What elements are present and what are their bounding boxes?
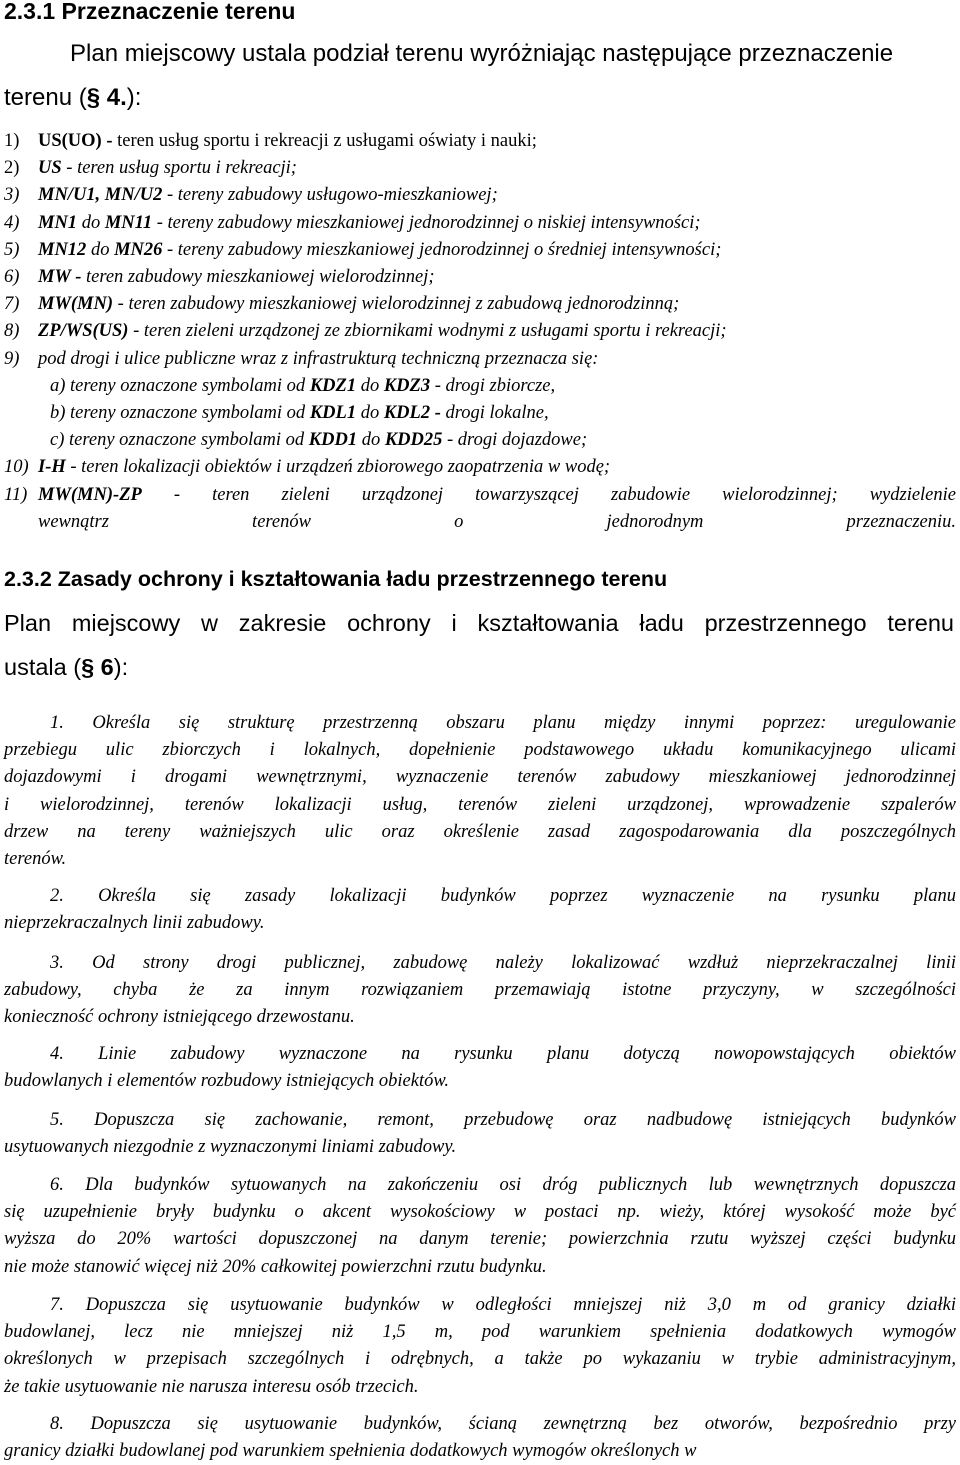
designation-list	[4, 128, 956, 536]
list-number: 7)	[4, 294, 20, 315]
list-item	[4, 482, 956, 536]
section2-intro-line1: Plan miejscowy w zakresie ochrony i kształtowania ładu przestrzennego terenu	[4, 610, 954, 636]
zone-code: MN11	[104, 212, 153, 233]
list-item	[4, 128, 956, 155]
sublist-text: b) tereny oznaczone symbolami od	[50, 403, 310, 424]
list-item	[4, 210, 956, 237]
paragraph-line: 7. Dopuszcza się usytuowanie budynków w odległości mniejszej niż 3,0 m od granicy działki	[50, 1295, 956, 1315]
zone-code: MW(MN)-ZP	[38, 484, 142, 505]
sublist-item	[4, 400, 956, 427]
sublist-text: do	[357, 430, 385, 451]
list-item	[4, 182, 956, 209]
sublist-text: do	[356, 375, 384, 396]
section2-intro-line2	[4, 654, 128, 681]
zone-code: US(UO) -	[38, 131, 113, 151]
list-text: do	[86, 239, 115, 260]
section1-intro-line2	[4, 84, 141, 112]
list-number: 10)	[4, 457, 29, 478]
paragraph-ref: 4.	[100, 84, 127, 111]
road-code: KDZ3	[383, 375, 431, 396]
paragraph-line: nieprzekraczalnych linii zabudowy.	[4, 913, 265, 934]
list-number: 9)	[4, 348, 20, 369]
intro-text: terenu (	[4, 84, 87, 111]
intro-text: ustala (	[4, 654, 82, 680]
paragraph-line: że takie usytuowanie nie narusza interesu osób trzecich.	[4, 1376, 419, 1397]
paragraph-line: określonych w przepisach szczególnych i odrębnych, a także po wykazaniu w trybie administracyjnym,	[4, 1349, 956, 1370]
list-number: 6)	[4, 267, 20, 288]
zone-code: I-H	[38, 457, 66, 478]
list-item	[4, 454, 956, 481]
sublist-text: do	[356, 403, 384, 424]
list-item	[4, 264, 956, 291]
paragraph-line: 1. Określa się strukturę przestrzenną obszaru planu między innymi poprzez: uregulowanie	[50, 713, 956, 733]
list-text: - tereny zabudowy mieszkaniowej jednorodzinnej o niskiej intensywności;	[152, 212, 701, 233]
rule-paragraph	[4, 1172, 956, 1281]
list-text: - teren zieleni urządzonej towarzyszącej zabudowie wielorodzinnej; wydzielenie	[141, 484, 956, 505]
rule-paragraph	[4, 883, 956, 937]
paragraph-line: 2. Określa się zasady lokalizacji budynków poprzez wyznaczenie na rysunku planu	[50, 886, 956, 906]
road-code: KDZ1	[309, 375, 357, 396]
intro-text-end: ):	[113, 654, 129, 680]
section1-intro-line1: Plan miejscowy ustala podział terenu wyróżniając następujące przeznaczenie	[70, 40, 894, 67]
paragraph-line: przebiegu ulic zbiorczych i lokalnych, dopełnienie podstawowego układu komunikacyjnego ulicami	[4, 740, 956, 761]
rule-paragraph	[4, 710, 956, 873]
road-code: KDD25	[384, 430, 443, 451]
paragraph-line: granicy działki budowlanej pod warunkiem spełnienia dodatkowych wymogów określonych w	[4, 1441, 697, 1462]
sublist-text: - drogi dojazdowe;	[442, 430, 588, 451]
list-item	[4, 346, 956, 373]
paragraph-line: 8. Dopuszcza się usytuowanie budynków, ścianą zewnętrzną bez otworów, bezpośrednio przy	[50, 1414, 956, 1434]
paragraph-line: usytuowanych niezgodnie z wyznaczonymi liniami zabudowy.	[4, 1137, 457, 1158]
list-text: teren zabudowy mieszkaniowej wielorodzinnej;	[81, 267, 435, 288]
paragraph-line: 3. Od strony drogi publicznej, zabudowę należy lokalizować wzdłuż nieprzekraczalnej linii	[50, 953, 956, 973]
sublist-item	[4, 427, 956, 454]
list-text: - teren lokalizacji obiektów i urządzeń zbiorowego zaopatrzenia w wodę;	[65, 457, 611, 478]
paragraph-ref: 6	[94, 654, 114, 680]
zone-code: MN12	[38, 239, 87, 260]
rule-paragraph	[4, 1411, 956, 1465]
paragraph-line: się uzupełnienie bryły budynku o akcent wysokościowy w postaci np. wieży, której wysokość może być	[4, 1202, 956, 1223]
list-text: - teren zieleni urządzonej ze zbiornikami wodnymi z usługami sportu i rekreacji;	[128, 321, 727, 342]
list-text: - teren zabudowy mieszkaniowej wielorodzinnej z zabudową jednorodzinną;	[113, 294, 680, 315]
sublist-text: - drogi zbiorcze,	[430, 375, 556, 396]
list-text: - teren usług sportu i rekreacji;	[61, 158, 297, 179]
paragraph-line: terenów.	[4, 849, 67, 870]
rule-paragraph	[4, 950, 956, 1032]
list-number: 1)	[4, 131, 20, 151]
zone-code: MN/U1, MN/U2	[38, 185, 163, 206]
list-number: 3)	[4, 185, 20, 206]
intro-text-end: ):	[126, 84, 142, 111]
zone-code: MW -	[38, 267, 82, 288]
paragraph-line: zabudowy, chyba że za innym rozwiązaniem przemawiają istotne przyczyny, w szczególności	[4, 980, 956, 1001]
zone-code: MW(MN)	[38, 294, 114, 315]
list-item	[4, 291, 956, 318]
paragraph-line: budowlanych i elementów rozbudowy istniejących obiektów.	[4, 1071, 449, 1092]
sublist-text: drogi lokalne,	[440, 403, 549, 424]
list-item	[4, 155, 956, 182]
rule-paragraph	[4, 1041, 956, 1095]
rule-paragraph	[4, 1107, 956, 1161]
zone-code: US	[38, 158, 62, 179]
sublist-item	[4, 373, 956, 400]
paragraph-line: 6. Dla budynków sytuowanych na zakończeniu osi dróg publicznych lub wewnętrznych dopuszcza	[50, 1175, 956, 1195]
paragraph-symbol: §	[86, 84, 101, 111]
road-code: KDD1	[308, 430, 358, 451]
paragraph-line: konieczność ochrony istniejącego drzewostanu.	[4, 1007, 355, 1028]
list-line	[38, 482, 956, 509]
list-text: - tereny zabudowy mieszkaniowej jednorodzinnej o średniej intensywności;	[162, 239, 722, 260]
list-item	[4, 318, 956, 345]
paragraph-line: nie może stanowić więcej niż 20% całkowitej powierzchni rzutu budynku.	[4, 1256, 547, 1277]
zone-code: ZP/WS(US)	[38, 321, 129, 342]
zone-code: MN26	[114, 239, 163, 260]
sublist-text: a) tereny oznaczone symbolami od	[50, 375, 310, 396]
paragraph-line: 4. Linie zabudowy wyznaczone na rysunku planu dotyczą nowopowstających obiektów	[50, 1044, 956, 1064]
paragraph-line: budowlanej, lecz nie mniejszej niż 1,5 m, pod warunkiem spełnienia dodatkowych wymogów	[4, 1322, 956, 1343]
list-number: 5)	[4, 239, 20, 260]
paragraph-line: 5. Dopuszcza się zachowanie, remont, przebudowę oraz nadbudowę istniejących budynków	[50, 1110, 956, 1130]
zone-code: MN1	[38, 212, 78, 233]
list-number: 4)	[4, 212, 20, 233]
paragraph-line: wyższa do 20% wartości dopuszczonej na danym terenie; powierzchnia rzutu wyższej części budynku	[4, 1229, 956, 1250]
rule-paragraph	[4, 1292, 956, 1401]
paragraph-line: drzew na tereny ważniejszych ulic oraz określenie zasad zagospodarowania dla poszczególnych	[4, 821, 956, 842]
road-code: KDL1	[309, 403, 357, 424]
list-number: 11)	[4, 484, 28, 505]
list-number: 2)	[4, 158, 20, 179]
road-code: KDL2 -	[383, 403, 441, 424]
list-text: wewnątrz terenów o jednorodnym przeznaczeniu.	[38, 511, 956, 532]
paragraph-symbol: §	[81, 654, 95, 680]
list-text: pod drogi i ulice publiczne wraz z infrastrukturą techniczną przeznacza się:	[38, 348, 599, 369]
list-number: 8)	[4, 321, 20, 342]
list-text: - tereny zabudowy usługowo-mieszkaniowej;	[162, 185, 498, 206]
list-text: do	[77, 212, 105, 233]
list-item	[4, 237, 956, 264]
section-heading-zasady-ochrony: 2.3.2 Zasady ochrony i kształtowania ładu przestrzennego terenu	[4, 567, 668, 591]
sublist-text: c) tereny oznaczone symbolami od	[50, 430, 309, 451]
paragraph-line: dojazdowymi i drogami wewnętrznymi, wyznaczenie terenów zabudowy mieszkaniowej jednorodzinnej	[4, 767, 956, 788]
list-text: teren usług sportu i rekreacji z usługami oświaty i nauki;	[112, 131, 537, 151]
paragraph-line: i wielorodzinnej, terenów lokalizacji usług, terenów zieleni urządzonej, wprowadzenie szpalerów	[4, 794, 956, 815]
section-heading-przeznaczenie: 2.3.1 Przeznaczenie terenu	[4, 0, 296, 24]
